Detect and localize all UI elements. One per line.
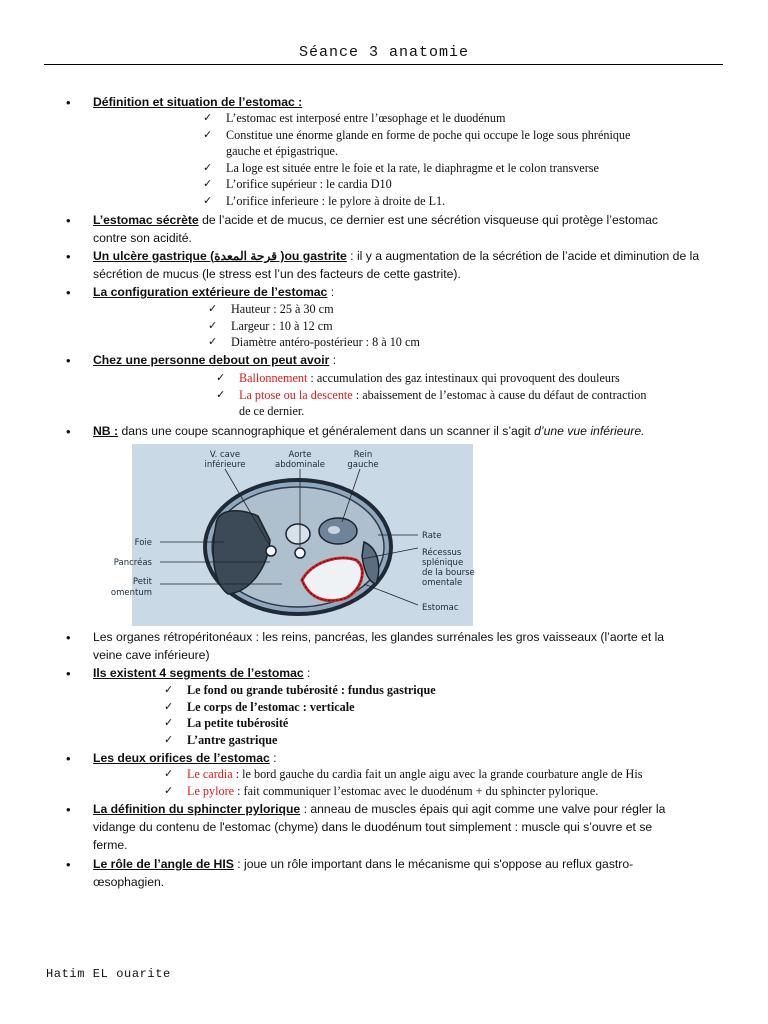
label-petit-omentum-2: omentum <box>110 588 152 598</box>
bullet-icon: • <box>66 353 71 368</box>
checklist-item: ✓ Diamètre antéro-postérieur : 8 à 10 cm <box>208 335 420 349</box>
bullet-icon: • <box>66 213 71 228</box>
checklist-item: ✓ La petite tubérosité <box>164 716 289 730</box>
section-heading: L’estomac sécrète <box>93 213 199 227</box>
checklist-item: ✓ La ptose ou la descente : abaissement de l’estomac à cause du défaut de contraction <box>216 388 647 402</box>
label-recessus: Récessus <box>422 548 462 558</box>
label-recessus-2: splénique <box>422 558 464 568</box>
bullet-icon: • <box>66 802 71 817</box>
title-underline <box>44 64 723 65</box>
label-pancreas: Pancréas <box>113 558 152 568</box>
bullet-icon: • <box>66 857 71 872</box>
section-his-angle: Le rôle de l’angle de HIS : joue un rôle important dans le mécanisme qui s'oppose au reflux gastro- œsophagien. <box>93 857 634 889</box>
bullet-icon: • <box>66 95 71 110</box>
label-estomac: Estomac <box>422 603 459 613</box>
checkmark-icon: ✓ <box>216 388 226 401</box>
checklist-item: ✓ L’estomac est interposé entre l’œsophage et le duodénum <box>203 111 506 125</box>
checklist-item: ✓ L’orifice supérieur : le cardia D10 <box>203 177 392 191</box>
leader-line <box>364 584 418 605</box>
section-standing: Chez une personne debout on peut avoir : <box>93 353 337 367</box>
checklist-item: ✓ Le pylore : fait communiquer l’estomac avec le duodénum + du sphincter pylorique. <box>164 784 599 798</box>
label-recessus-4: omentale <box>422 578 463 588</box>
checklist-item-continuation: gauche et épigastrique. <box>226 144 339 158</box>
bullet-icon: • <box>66 666 71 681</box>
author-footer: Hatim EL ouarite <box>46 967 171 981</box>
checkmark-icon: ✓ <box>164 767 174 780</box>
section-heading: Le rôle de l’angle de HIS <box>93 857 234 871</box>
checklist-item: ✓ Le corps de l’estomac : verticale <box>164 700 355 714</box>
bullet-icon: • <box>66 285 71 300</box>
checkmark-icon: ✓ <box>164 700 174 713</box>
section-secretion: L’estomac sécrète de l’acide et de mucus, ce dernier est une sécrétion visqueuse qui protège l’estomac contre son acidité. <box>93 213 659 245</box>
label-petit-omentum: Petit <box>132 577 152 587</box>
checkmark-icon: ✓ <box>216 371 226 384</box>
checkmark-icon: ✓ <box>164 784 174 797</box>
inferior-vena-cava <box>266 546 276 556</box>
section-note: NB : dans une coupe scannographique et généralement dans un scanner il s’agit d’une vue inférieure. <box>93 424 645 438</box>
label-aorte: Aorte <box>288 450 312 460</box>
checkmark-icon: ✓ <box>208 302 218 315</box>
checkmark-icon: ✓ <box>164 716 174 729</box>
section-sphincter: La définition du sphincter pylorique : anneau de muscles épais qui agit comme une valve pour régler la vidange du contenu de l'estomac (chyme) dans le duodénum tout simplement : muscle qui s’ouvre et se ferme. <box>93 802 666 852</box>
checklist-item: ✓ Ballonnement : accumulation des gaz intestinaux qui provoquent des douleurs <box>216 371 620 385</box>
label-foie: Foie <box>134 538 152 548</box>
kidney-hilum <box>328 526 340 534</box>
bullet-icon: • <box>66 630 71 645</box>
checkmark-icon: ✓ <box>203 161 213 174</box>
section-heading: Un ulcère gastrique (قرحة المعدة )ou gastrite <box>93 249 347 263</box>
section-ulcer: Un ulcère gastrique (قرحة المعدة )ou gastrite : il y a augmentation de la sécrétion de l’acide et diminution de la sécrétion de mucus (le stress est l’un des facteurs de cette gastrite). <box>93 249 700 281</box>
checkmark-icon: ✓ <box>203 177 213 190</box>
label-aorte-2: abdominale <box>274 460 326 470</box>
section-heading: La configuration extérieure de l’estomac <box>93 285 328 299</box>
section-orifices: Les deux orifices de l’estomac : <box>93 751 277 765</box>
vertebra <box>286 524 310 544</box>
checkmark-icon: ✓ <box>203 128 213 141</box>
checklist-item: ✓ La loge est située entre le foie et la rate, le diaphragme et le colon transverse <box>203 161 599 175</box>
checklist-item: ✓ L’orifice inferieure : le pylore à droite de L1. <box>203 194 446 208</box>
checkmark-icon: ✓ <box>208 319 218 332</box>
checkmark-icon: ✓ <box>164 733 174 746</box>
section-definition <box>93 93 725 111</box>
bullet-icon: • <box>66 249 71 264</box>
anatomy-figure <box>110 444 475 626</box>
abdominal-aorta <box>295 548 305 558</box>
page-title: Séance 3 anatomie <box>298 44 470 61</box>
checkmark-icon: ✓ <box>164 683 174 696</box>
checklist-item-continuation: de ce dernier. <box>239 404 305 418</box>
section-heading: NB : <box>93 424 119 438</box>
section-configuration: La configuration extérieure de l’estomac : <box>93 285 335 299</box>
section-retroperitoneal: Les organes rétropéritonéaux : les reins, pancréas, les glandes surrénales les gros vaisseaux (l’aorte et la veine cave inférieure) <box>93 630 665 662</box>
checkmark-icon: ✓ <box>203 111 213 124</box>
checklist-item: ✓ Le fond ou grande tubérosité : fundus gastrique <box>164 683 436 697</box>
bullet-icon: • <box>66 424 71 439</box>
label-vcave: V. cave <box>209 450 241 460</box>
label-recessus-3: de la bourse <box>422 568 475 578</box>
bullet-icon: • <box>66 751 71 766</box>
label-rate: Rate <box>422 531 442 541</box>
section-heading: Les deux orifices de l’estomac <box>93 751 270 765</box>
checklist-item: ✓ Le cardia : le bord gauche du cardia fait un angle aigu avec la grande courbature angle de His <box>164 767 643 781</box>
checkmark-icon: ✓ <box>208 335 218 348</box>
checkmark-icon: ✓ <box>203 194 213 207</box>
section-heading: La définition du sphincter pylorique <box>93 802 301 816</box>
label-rein: Rein <box>353 450 373 460</box>
section-heading: Chez une personne debout on peut avoir <box>93 353 330 367</box>
checklist-item: ✓ Largeur : 10 à 12 cm <box>208 319 333 333</box>
checklist-item: ✓ L’antre gastrique <box>164 733 278 747</box>
checklist-item: ✓ Constitue une énorme glande en forme de poche qui occupe le loge sous phrénique <box>203 128 631 142</box>
label-rein-2: gauche <box>347 460 379 470</box>
label-vcave-2: inférieure <box>204 460 246 470</box>
section-segments: Ils existent 4 segments de l’estomac : <box>93 666 311 680</box>
section-heading: Ils existent 4 segments de l’estomac <box>93 666 304 680</box>
section-heading: Définition et situation de l’estomac : <box>93 95 303 109</box>
checklist-item: ✓ Hauteur : 25 à 30 cm <box>208 302 334 316</box>
abdominal-cross-section <box>110 444 475 626</box>
